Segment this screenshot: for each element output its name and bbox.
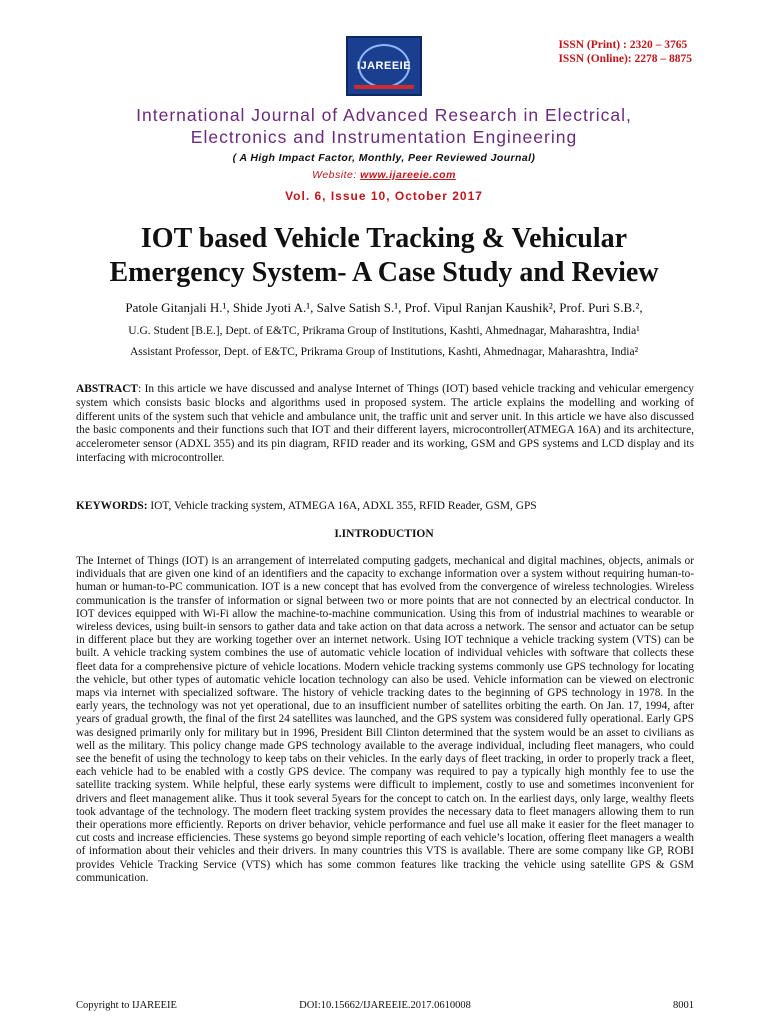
website-link[interactable]: www.ijareeie.com [360, 169, 456, 181]
issn-block [558, 38, 692, 66]
keywords-text: IOT, Vehicle tracking system, ATMEGA 16A, ADXL 355, RFID Reader, GSM, GPS [147, 500, 537, 512]
paper-title-line1: IOT based Vehicle Tracking & Vehicular [140, 223, 628, 254]
logo-bar [354, 85, 414, 89]
volume-issue: Vol. 6, Issue 10, October 2017 [285, 189, 483, 203]
introduction-body: The Internet of Things (IOT) is an arrangement of interrelated computing gadgets, mechanical and digital machines, objects, animals or individuals that are given one kind of an identifiers and the capacity to exchange information over a system without requiring human-to-human or human-to-PC communication. IOT is a new concept that has evolved from the convergence of wireless technologies. Wireless communication is the transfer of information or signal between two or more points that are not connected by an electrical conductor. In IOT devices equipped with Wi-Fi allow the machine-to-machine communication. Using this from of industrial machines to wearable or wireless devices, using built-in sensors to gather data and take action on that data across a network. The sensor and actuator can be setup in different place but they are working together over an internet network. Using IOT technique a vehicle tracking system (VTS) can be built. A vehicle tracking system combines the use of automatic vehicle location of individual vehicles with software that collects these fleet data for a comprehensive picture of vehicle locations. Modern vehicle tracking systems commonly use GPS technology for locating the vehicle, but other types of automatic vehicle location technology can also be used. Vehicle information can be viewed on electronic maps via internet with specialized software. The history of vehicle tracking dates to the beginning of GPS technology in 1978. In the early years, the technology was not yet operational, due to an insufficient number of satellites orbiting the earth. On Jan. 17, 1994, after years of gradual growth, the final of the first 24 satellites was launched, and the GPS system was considered fully operational. Early GPS was designed primarily only for military but in 1996, President Bill Clinton determined that the system would be an asset to civilians as well as the military. This policy change made GPS technology available to the average individual, including fleet managers, who could see the benefit of using the technology to keep tabs on their vehicles. In the early days of fleet tracking, in order to properly track a fleet, each vehicle had to be enabled with a costly GPS device. The company was required to pay a typically high monthly fee to use the satellite tracking system. While helpful, these early systems were difficult to implement, costly to use and sometimes inconvenient for drivers and fleet management alike. Thus it took several 5years for the concept to catch on. In the earliest days, only large, wealthy fleets took advantage of the technology. The modern fleet tracking system provides the necessary data to fleet managers allowing them to run their operations more efficiently. Reports on driver behavior, vehicle performance and fuel use all make it easier for the fleet manager to cut costs and increase efficiencies. These systems go beyond simple reporting of each vehicle’s location, offering fleet managers a wealth of information about their vehicles and their drivers. In many countries this VTS is available. There are some company like GP, ROBI provides Vehicle Tracking Service (VTS) which has some common features like tracking the vehicle using satellite GPS & GSM communication. [76, 555, 694, 884]
affiliation-2: Assistant Professor, Dept. of E&TC, Prikrama Group of Institutions, Kashti, Ahmednagar, Maharashtra, India² [129, 346, 639, 358]
website-label: Website: [312, 169, 361, 181]
journal-website [0, 169, 768, 181]
keywords [76, 500, 694, 512]
journal-name-line1: International Journal of Advanced Research in Electrical, [136, 105, 632, 125]
journal-logo [346, 36, 422, 96]
issn-online: ISSN (Online): 2278 – 8875 [558, 53, 692, 65]
author-list: Patole Gitanjali H.¹, Shide Jyoti A.¹, Salve Satish S.¹, Prof. Vipul Ranjan Kaushik², Prof. Puri S.B.², [125, 300, 643, 315]
abstract-label: ABSTRACT [76, 383, 139, 395]
abstract [76, 383, 694, 466]
footer-doi[interactable]: DOI:10.15662/IJAREEIE.2017.0610008 [299, 1000, 471, 1011]
journal-tagline: ( A High Impact Factor, Monthly, Peer Reviewed Journal) [232, 152, 536, 164]
footer-copyright: Copyright to IJAREEIE [76, 1000, 177, 1011]
abstract-text: : In this article we have discussed and analyse Internet of Things (IOT) based vehicle tracking and vehicular emergency system which consists basic blocks and algorithms used in proposed system. The article explains the modelling and working of different units of the system such that vehicle and ambulance unit, the traffic unit and server unit. In this article we have also discussed the basic components and their functions such that IOT and their different layers, microcontroller(ATMEGA 16A) and its architecture, accelerometer sensor (ADXL 355) and its pin diagram, RFID reader and its working, GSM and GPS systems and LCD display and its interfacing with microcontroller. [76, 383, 694, 464]
issn-print: ISSN (Print) : 2320 – 3765 [558, 39, 688, 51]
logo-text: IJAREEIE [356, 60, 412, 72]
paper-title-line2: Emergency System- A Case Study and Review [109, 257, 659, 288]
section-heading: I.INTRODUCTION [334, 528, 434, 540]
paper-title [40, 222, 728, 290]
footer-page-number: 8001 [673, 1000, 694, 1011]
journal-name-line2: Electronics and Instrumentation Engineering [190, 127, 578, 147]
keywords-label: KEYWORDS: [76, 500, 148, 512]
affiliation-1: U.G. Student [B.E.], Dept. of E&TC, Prikrama Group of Institutions, Kashti, Ahmednagar, Maharashtra, India¹ [128, 325, 640, 337]
journal-name [0, 104, 768, 148]
